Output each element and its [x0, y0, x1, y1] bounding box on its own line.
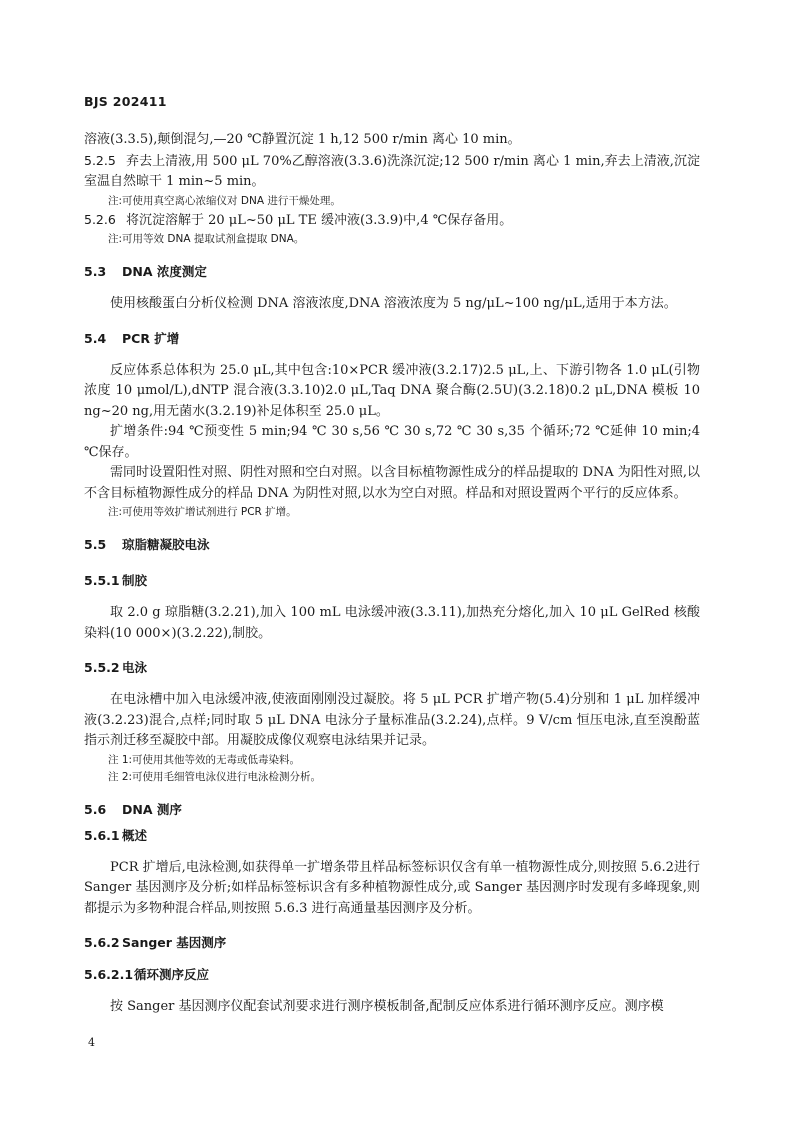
section-heading-5-5	[84, 535, 700, 553]
note: 注:可使用真空离心浓缩仪对 DNA 进行干燥处理。	[108, 194, 341, 207]
paragraph: 使用核酸蛋白分析仪检测 DNA 溶液浓度,DNA 溶液浓度为 5 ng/μL~100 ng/μL,适用于本方法。	[110, 296, 677, 311]
section-title: 电泳	[122, 660, 148, 675]
section-number: 5.6	[84, 801, 107, 817]
section-number: 5.5.1	[84, 573, 120, 588]
page-number: 4	[88, 1036, 95, 1049]
section-title: DNA 浓度测定	[122, 264, 207, 279]
note: 注 2:可使用毛细管电泳仪进行电泳检测分析。	[108, 770, 322, 783]
section-heading-5-5-1	[84, 571, 700, 589]
paragraph-continued: 溶液(3.3.5),颠倒混匀,—20 ℃静置沉淀 1 h,12 500 r/min 离心 10 min。	[84, 132, 521, 147]
note: 注:可用等效 DNA 提取试剂盒提取 DNA。	[108, 233, 305, 245]
clause-5-2-6	[84, 210, 700, 232]
paragraph: 取 2.0 g 琼脂糖(3.2.21),加入 100 mL 电泳缓冲液(3.3.11),加热充分熔化,加入 10 μL GelRed 核酸染料(10 000×)(3.2.22),制胶。	[84, 605, 700, 641]
paragraph: 在电泳槽中加入电泳缓冲液,使液面刚刚没过凝胶。将 5 μL PCR 扩增产物(5.4)分别和 1 μL 加样缓冲液(3.2.23)混合,点样;同时取 5 μL DNA 电泳分子量标准品(3.2.24),点样。9 V/cm 恒压电泳,直至溴酚蓝指示剂迁移至凝胶中部。用凝胶成像仪观察电泳结果并记录。	[84, 692, 700, 748]
section-heading-5-4	[84, 329, 700, 347]
page-content	[84, 130, 700, 1018]
section-title: 琼脂糖凝胶电泳	[122, 537, 210, 552]
clause-number: 5.2.6	[84, 211, 116, 227]
paragraph: 需同时设置阳性对照、阴性对照和空白对照。以含目标植物源性成分的样品提取的 DNA 为阳性对照,以不含目标植物源性成分的样品 DNA 为阴性对照,以水为空白对照。样品和对照设置两个平行的反应体系。	[84, 465, 700, 501]
paragraph: 反应体系总体积为 25.0 μL,其中包含:10×PCR 缓冲液(3.2.17)2.5 μL,上、下游引物各 1.0 μL(引物浓度 10 μmol/L),dNTP 混合液(3.3.10)2.0 μL,Taq DNA 聚合酶(2.5U)(3.2.18)0.2 μL,DNA 模板 10 ng~20 ng,用无菌水(3.2.19)补足体积至 25.0 μL。	[84, 362, 700, 419]
clause-5-2-5	[84, 151, 700, 193]
section-heading-5-6-2-1	[84, 965, 700, 983]
section-title: PCR 扩增	[122, 330, 180, 346]
section-heading-5-6-1	[84, 826, 700, 844]
section-heading-5-5-2	[84, 658, 700, 676]
clause-text: 将沉淀溶解于 20 μL~50 μL TE 缓冲液(3.3.9)中,4 ℃保存备用。	[126, 212, 513, 228]
note: 注 1:可使用其他等效的无毒或低毒染料。	[108, 753, 301, 766]
section-number: 5.6.2	[84, 935, 120, 950]
section-title: Sanger 基因测序	[122, 935, 227, 950]
document-code: BJS 202411	[84, 94, 167, 109]
section-heading-5-3	[84, 262, 700, 280]
section-number: 5.6.2.1	[84, 967, 134, 982]
section-number: 5.3	[84, 264, 107, 279]
section-title: DNA 测序	[122, 801, 182, 817]
section-number: 5.5.2	[84, 660, 120, 675]
section-number: 5.4	[84, 330, 107, 346]
section-heading-5-6-2	[84, 933, 700, 951]
note: 注:可使用等效扩增试剂进行 PCR 扩增。	[108, 506, 297, 518]
clause-number: 5.2.5	[84, 152, 116, 168]
section-title: 概述	[122, 827, 148, 843]
section-title: 循环测序反应	[134, 967, 210, 982]
section-number: 5.6.1	[84, 827, 120, 843]
paragraph: 按 Sanger 基因测序仪配套试剂要求进行测序模板制备,配制反应体系进行循环测序反应。测序模	[110, 999, 664, 1014]
clause-text: 弃去上清液,用 500 μL 70%乙醇溶液(3.3.6)洗涤沉淀;12 500 r/min 离心 1 min,弃去上清液,沉淀室温自然晾干 1 min~5 min。	[84, 153, 700, 189]
section-heading-5-6	[84, 800, 700, 818]
section-number: 5.5	[84, 537, 107, 552]
section-title: 制胶	[122, 573, 148, 588]
paragraph: PCR 扩增后,电泳检测,如获得单一扩增条带且样品标签标识仅含有单一植物源性成分,则按照 5.6.2进行 Sanger 基因测序及分析;如样品标签标识含有多种植物源性成分,或 Sanger 基因测序时发现有多峰现象,则都提示为多物种混合样品,则按照 5.6.3 进行高通量基因测序及分析。	[84, 859, 700, 916]
paragraph: 扩增条件:94 ℃预变性 5 min;94 ℃ 30 s,56 ℃ 30 s,72 ℃ 30 s,35 个循环;72 ℃延伸 10 min;4 ℃保存。	[84, 424, 700, 460]
